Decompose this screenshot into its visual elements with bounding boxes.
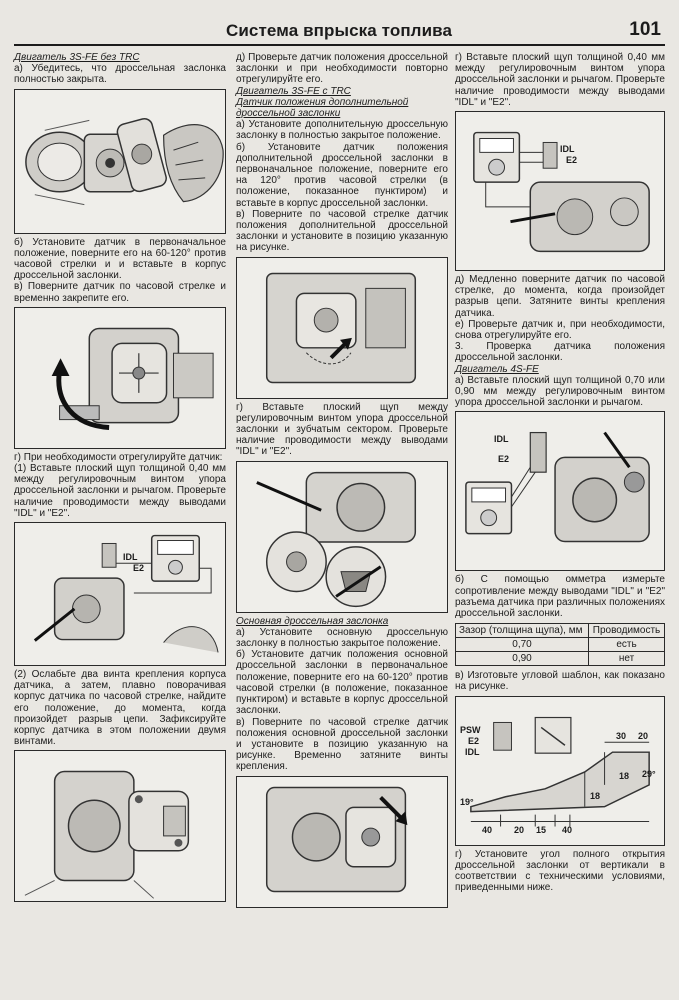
table-header-row: [456, 624, 665, 638]
figure-gear-sector-gauge: [236, 461, 448, 613]
column-right: [455, 52, 665, 893]
paragraph: г) Вставьте плоский щуп между регулировочным винтом упора дроссельной заслонки и зубчатым сектором. Проверьте наличие проводимости между выводами "IDL" и "E2".: [236, 401, 448, 458]
4s-fe-ohmmeter-illustration: [456, 412, 664, 570]
conductivity-table: [455, 623, 665, 666]
table-cell: 0,70: [456, 638, 589, 652]
figure-throttle-body-sensor: [14, 89, 226, 234]
column-left: [14, 52, 226, 905]
figure-angle-template: [455, 696, 665, 846]
dimension-label: 40: [562, 824, 573, 835]
paragraph: г) Вставьте плоский щуп толщиной 0,40 мм между регулировочным винтом упора дроссельной заслонки и рычагом. Проверьте наличие проводимости между выводами "IDL" и "E2".: [455, 52, 665, 108]
sensor-mount-illustration: [15, 751, 225, 901]
table-header-cell: Проводимость: [589, 624, 665, 638]
dimension-label: 40: [482, 824, 493, 835]
angle-label: 19°: [460, 796, 474, 807]
paragraph: г) Установите угол полного открытия дроссельной заслонки от вертикали в соответствии с техническими условиями, приведенными ниже.: [455, 848, 665, 894]
page-header: [14, 14, 665, 46]
figure-sensor-mount: [14, 750, 226, 902]
dimension-label: 15: [536, 824, 547, 835]
table-cell: есть: [589, 638, 665, 652]
paragraph: 3. Проверка датчика положения дроссельной заслонки.: [455, 341, 665, 364]
table-header-cell: Зазор (толщина щупа), мм: [456, 624, 589, 638]
paragraph: в) Поверните по часовой стрелке датчик положения основной дроссельной заслонки и установите в позицию указанную на рисунке. Временно затяните винты крепления.: [236, 716, 448, 773]
column-middle: [236, 52, 448, 911]
paragraph: (2) Ослабьте два винта крепления корпуса датчика, а затем, плавно поворачивая корпус датчика по часовой стрелке, найдите его положение, до момента, когда произойдет разрыв цепи. Зафиксируйте корпус датчика в этом положении двумя винтами.: [14, 669, 226, 748]
psw-label: PSW: [460, 724, 481, 735]
paragraph: г) При необходимости отрегулируйте датчик:: [14, 451, 223, 463]
paragraph: б) Установите датчик положения дополнительной дроссельной заслонки в первоначальное положение, поверните его на 120° против часовой стрелки (в положение, показанное пунктиром) и вставьте в корпус дроссельной заслонки.: [236, 141, 448, 209]
table-row: [456, 638, 665, 652]
dimension-label: 20: [638, 730, 649, 741]
section-heading: Основная дроссельная заслонка: [236, 615, 389, 627]
e2-label: E2: [133, 563, 145, 574]
section-heading: Датчик положения дополнительной дроссельной заслонки: [236, 96, 409, 120]
paragraph: е) Проверьте датчик и, при необходимости, снова отрегулируйте его.: [455, 318, 665, 342]
main-throttle-illustration: [237, 777, 447, 907]
throttle-body-illustration: [15, 90, 225, 233]
page-number: 101: [629, 19, 661, 40]
idl-label: IDL: [494, 434, 509, 445]
paragraph: д) Проверьте датчик положения дроссельной заслонки и при необходимости повторно отрегулируйте его.: [236, 52, 448, 86]
trc-ohmmeter-illustration: [456, 112, 664, 270]
dimension-label: 18: [619, 770, 630, 781]
figure-sensor-rotation: [14, 307, 226, 449]
page-title: Система впрыска топлива: [226, 21, 453, 40]
figure-feeler-gauge-ohmmeter: [14, 522, 226, 666]
dimension-label: 18: [590, 790, 601, 801]
figure-sub-throttle-sensor: [236, 257, 448, 399]
section-heading: Двигатель 3S-FE с TRC: [236, 85, 351, 97]
paragraph: в) Поверните датчик по часовой стрелке и временно закрепите его.: [14, 281, 226, 304]
table-cell: нет: [589, 652, 665, 666]
figure-4s-fe-ohmmeter: [455, 411, 665, 571]
paragraph: б) Установите датчик положения основной дроссельной заслонки в первоначальное положение, поверните его на 60-120° против часовой стрелки (в положение, показанное пунктиром) и вставьте в корпус дроссельной заслонки.: [236, 649, 448, 717]
angle-template-drawing: [456, 697, 664, 845]
section-heading: Двигатель 4S-FE: [455, 363, 539, 375]
dimension-label: 30: [616, 730, 627, 741]
paragraph: а) Вставьте плоский щуп толщиной 0,70 или 0,90 мм между регулировочным винтом упора дроссельной заслонки и рычагом.: [455, 374, 665, 409]
e2-label: E2: [468, 735, 480, 746]
paragraph: а) Установите дополнительную дроссельную заслонку в полностью закрытое положение.: [236, 119, 448, 142]
paragraph: в) Изготовьте угловой шаблон, как показано на рисунке.: [455, 670, 665, 693]
sensor-rotation-illustration: [15, 308, 225, 448]
gear-sector-illustration: [237, 462, 447, 612]
idl-label: IDL: [560, 144, 575, 155]
section-heading: Двигатель 3S-FE без TRC: [14, 52, 140, 63]
paragraph: б) Установите датчик в первоначальное положение, поверните его на 60-120° против часовой стрелки и и вставьте в корпус дроссельной заслонки.: [14, 236, 226, 282]
angle-label: 29°: [642, 768, 656, 779]
paragraph: б) С помощью омметра измерьте сопротивление между выводами "IDL" и "E2" разъема датчика при различных положениях дроссельной заслонки.: [455, 574, 665, 620]
figure-main-throttle-sensor: [236, 776, 448, 908]
paragraph: в) Поверните по часовой стрелке датчик положения дополнительной дроссельной заслонки и установите в позицию указанную на рисунке.: [236, 208, 448, 254]
paragraph: а) Убедитесь, что дроссельная заслонка полностью закрыта.: [14, 63, 226, 86]
paragraph: д) Медленно поверните датчик по часовой стрелке, до момента, когда произойдет разрыв цепи. Затяните винты крепления датчика.: [455, 274, 665, 319]
e2-label: E2: [566, 155, 578, 166]
sub-throttle-illustration: [237, 258, 447, 398]
idl-label: IDL: [465, 746, 480, 757]
table-row: [456, 652, 665, 666]
paragraph: (1) Вставьте плоский щуп толщиной 0,40 мм между регулировочным винтом упора дроссельной заслонки и рычагом. Проверьте наличие проводимости между выводами "IDL" и "E2".: [14, 463, 226, 519]
dimension-label: 20: [514, 824, 525, 835]
table-cell: 0,90: [456, 652, 589, 666]
idl-label: IDL: [123, 552, 138, 563]
e2-label: E2: [498, 454, 510, 465]
figure-trc-ohmmeter: [455, 111, 665, 271]
paragraph: а) Установите основную дроссельную заслонку в полностью закрытое положение.: [236, 626, 448, 650]
ohmmeter-illustration: [15, 523, 225, 665]
